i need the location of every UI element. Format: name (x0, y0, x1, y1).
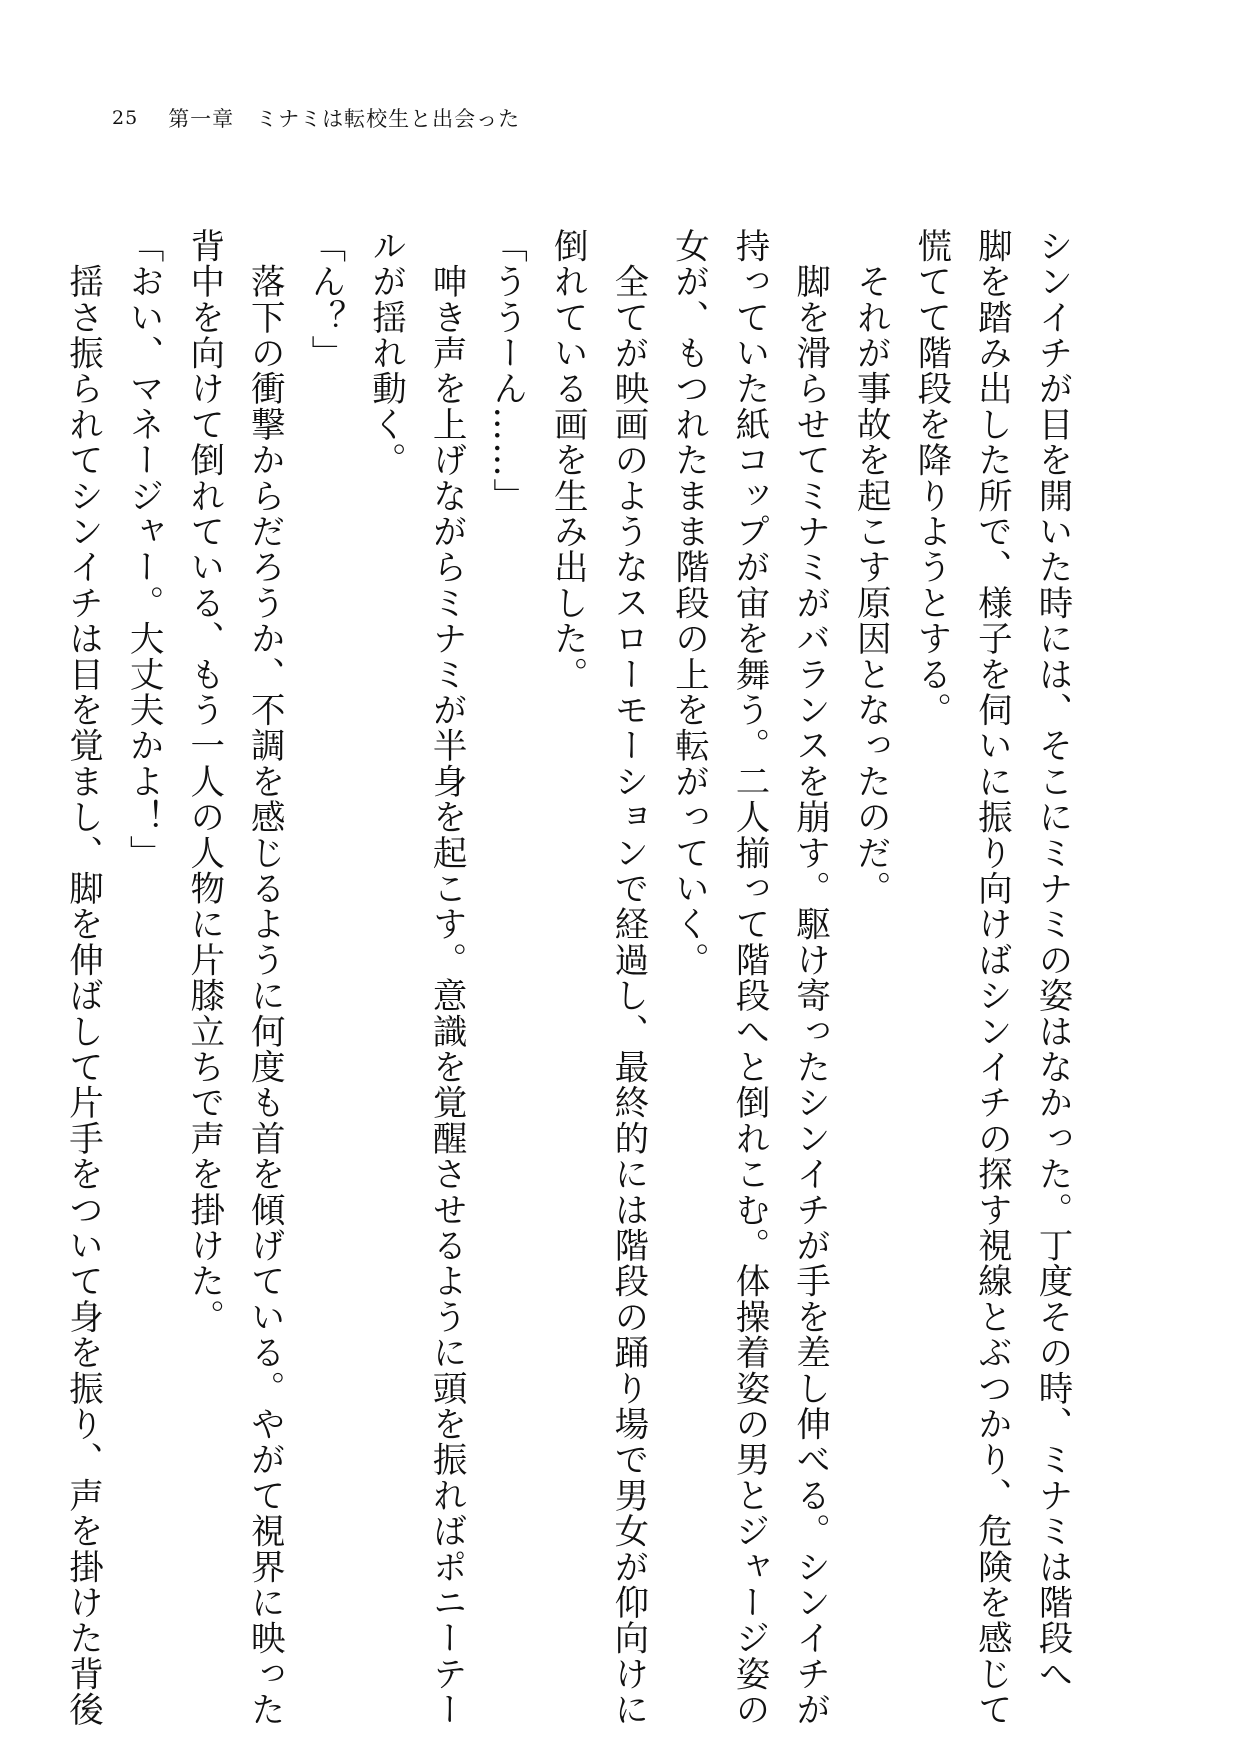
page-number: 25 (112, 107, 139, 129)
text-line: 背中を向けて倒れている、もう一人の人物に片膝立ちで声を掛けた。 (183, 228, 224, 1335)
text-line: 慌てて階段を降りようとする。 (910, 228, 951, 728)
text-line: 「おい、マネージャー。大丈夫かよ！」 (123, 228, 164, 871)
vertical-body-text (62, 228, 1082, 1728)
text-line: 女が、もつれたまま階段の上を転がっていく。 (668, 228, 709, 978)
text-line: それが事故を起こす原因となったのだ。 (850, 228, 891, 907)
text-line: シンイチが目を開いた時には、そこにミナミの姿はなかった。丁度その時、ミナミは階段へ (1032, 228, 1072, 1692)
text-line: 持っていた紙コップが宙を舞う。二人揃って階段へと倒れこむ。体操着姿の男とジャージ姿の (729, 228, 770, 1728)
text-line: 「ううーん……」 (486, 228, 527, 514)
running-header (112, 103, 520, 133)
text-line: ルが揺れ動く。 (365, 228, 406, 478)
text-line: 「ん？」 (304, 228, 345, 371)
text-line: 倒れている画を生み出した。 (547, 228, 588, 693)
text-line: 脚を踏み出した所で、様子を伺いに振り向けばシンイチの探す視線とぶつかり、危険を感じて (971, 228, 1012, 1728)
chapter-title: 第一章 ミナミは転校生と出会った (168, 107, 521, 131)
text-line: 呻き声を上げながらミナミが半身を起こす。意識を覚醒させるように頭を振ればポニーテー (426, 228, 467, 1728)
text-line: 脚を滑らせてミナミがバランスを崩す。駆け寄ったシンイチが手を差し伸べる。シンイチが (789, 228, 830, 1728)
text-line: 揺さ振られてシンイチは目を覚まし、脚を伸ばして片手をついて身を振り、声を掛けた背後 (62, 228, 103, 1728)
text-line: 全てが映画のようなスローモーションで経過し、最終的には階段の踊り場で男女が仰向けに (607, 228, 648, 1728)
text-line: 落下の衝撃からだろうか、不調を感じるように何度も首を傾げている。やがて視界に映った (244, 228, 285, 1728)
